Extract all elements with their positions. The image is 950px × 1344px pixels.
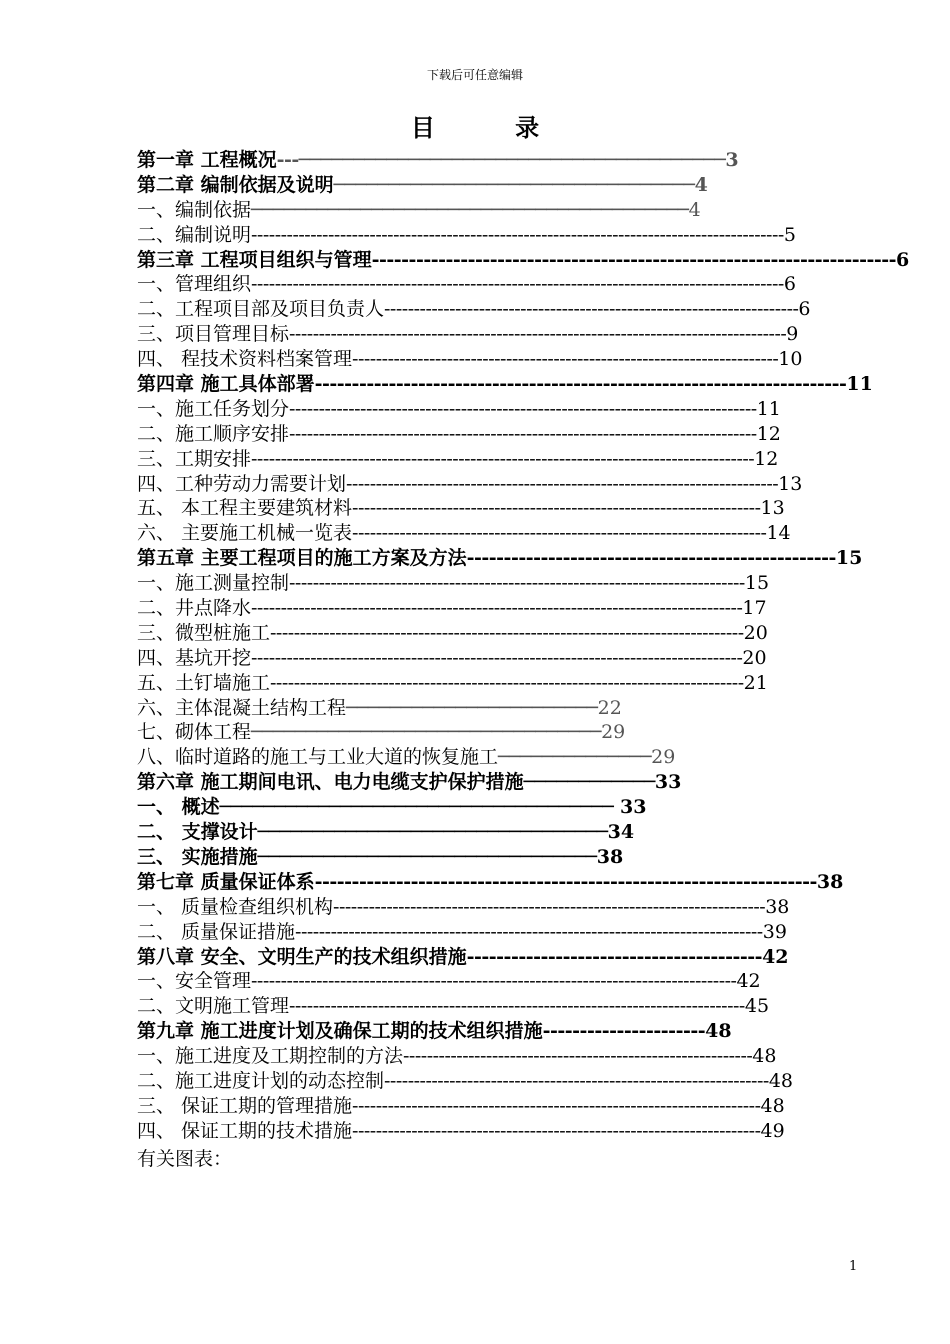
toc-page-number: 38 xyxy=(596,845,624,868)
toc-leader-dashes: -------------------------------------------------------------------- xyxy=(314,870,817,893)
toc-leader-dashes: ----------------------------------------------------------------------------------- xyxy=(251,597,743,620)
toc-page-number: 11 xyxy=(756,397,781,420)
toc-page-number: 14 xyxy=(766,522,791,545)
toc-leader-dashes: ──────────── xyxy=(523,771,655,794)
toc-leader-dashes: ---------------------------------------------------------------------- xyxy=(384,298,799,321)
toc-page-number: 33 xyxy=(654,771,682,794)
toc-page-number: 10 xyxy=(778,348,803,371)
toc-leader-dashes: ──────────────────────────────── xyxy=(257,821,608,844)
toc-page-number: 38 xyxy=(765,895,790,918)
toc-page-number: 12 xyxy=(754,447,779,470)
toc-leader-dashes: --------------------------------------------------------------------- xyxy=(352,1094,761,1117)
toc-section-entry[interactable] xyxy=(137,397,847,422)
toc-entry-title: 一、管理组织 xyxy=(137,273,252,296)
toc-chapter-entry[interactable] xyxy=(137,945,847,970)
toc-section-entry[interactable] xyxy=(137,447,847,472)
toc-leader-dashes: ──────────────────────────────────── xyxy=(219,796,614,819)
toc-section-entry[interactable] xyxy=(137,223,847,248)
toc-section-entry[interactable] xyxy=(137,720,847,745)
toc-page-number: 9 xyxy=(786,323,799,346)
toc-section-entry[interactable] xyxy=(137,571,847,596)
toc-entry-title: 三、 保证工期的管理措施 xyxy=(137,1094,353,1117)
toc-entry-title: 三、 实施措施 xyxy=(137,845,258,868)
toc-section-entry[interactable] xyxy=(137,646,847,671)
toc-entry-title: 二、施工顺序安排 xyxy=(137,422,290,445)
toc-entry-title: 二、 质量保证措施 xyxy=(137,920,296,943)
toc-section-entry[interactable] xyxy=(137,496,847,521)
toc-page-number: 20 xyxy=(743,621,768,644)
toc-page-number: 15 xyxy=(835,547,863,570)
toc-entry-title: 二、 支撑设计 xyxy=(137,821,258,844)
toc-page-number: 4 xyxy=(694,173,708,196)
toc-entry-title: 七、砌体工程 xyxy=(137,721,252,744)
toc-page-number: 34 xyxy=(607,821,635,844)
toc-leader-dashes: ----------------------------------------------------------------------------- xyxy=(289,572,745,595)
toc-page-number: 5 xyxy=(783,223,796,246)
toc-entry-title: 八、临时道路的施工与工业大道的恢复施工 xyxy=(137,746,499,769)
toc-leader-dashes: ---------------------- xyxy=(542,1020,706,1043)
toc-section-entry[interactable] xyxy=(137,994,847,1019)
toc-page-number: 39 xyxy=(762,920,787,943)
toc-leader-dashes: ------------------------------------------------------------------------ xyxy=(352,348,779,371)
toc-entry-title: 第八章 安全、文明生产的技术组织措施 xyxy=(137,945,467,968)
toc-entry-title: 一、安全管理 xyxy=(137,970,252,993)
toc-leader-dashes: ──────────────────────────────────────── xyxy=(251,198,689,221)
toc-page-number: 38 xyxy=(816,870,844,893)
toc-entry-title: 四、工种劳动力需要计划 xyxy=(137,472,347,495)
toc-page-number: 6 xyxy=(783,273,796,296)
toc-section-entry[interactable] xyxy=(137,1119,847,1144)
toc-page-number: 3 xyxy=(725,149,739,171)
toc-leader-dashes: ---─────────────────────────────────────── xyxy=(276,149,726,171)
toc-leader-dashes: ----------------------------------------------------------------------------- xyxy=(289,995,745,1018)
toc-entry-title: 四、 保证工期的技术措施 xyxy=(137,1119,353,1142)
toc-entry-title: 第一章 工程概况 xyxy=(137,149,277,171)
toc-page-number: 11 xyxy=(846,373,873,396)
toc-page-number: 4 xyxy=(688,198,701,221)
toc-leader-dashes: ─────────────────────── xyxy=(346,696,598,719)
toc-entry-title: 二、文明施工管理 xyxy=(137,995,290,1018)
toc-leader-dashes: -------------------------------------------------- xyxy=(466,547,836,570)
toc-leader-dashes: ------------------------------------------------------------------------- xyxy=(333,895,766,918)
toc-page-number: 13 xyxy=(778,472,803,495)
toc-section-entry[interactable] xyxy=(137,621,847,646)
toc-page-number: 21 xyxy=(743,671,768,694)
toc-entry-title: 二、施工进度计划的动态控制 xyxy=(137,1069,385,1092)
toc-page-number: 33 xyxy=(613,796,647,819)
toc-chapter-entry[interactable] xyxy=(137,148,847,173)
toc-leader-dashes: ----------------------------------------------------------------------- xyxy=(371,248,897,271)
toc-section-entry[interactable] xyxy=(137,895,847,920)
toc-leader-dashes: ------------------------------------------------------------------------ xyxy=(314,373,847,396)
toc-entry-title: 三、工期安排 xyxy=(137,447,252,470)
toc-section-entry[interactable] xyxy=(137,297,847,322)
toc-section-entry[interactable] xyxy=(137,422,847,447)
toc-chapter-entry[interactable] xyxy=(137,173,847,198)
table-of-contents xyxy=(137,148,910,1144)
toc-chapter-entry[interactable] xyxy=(137,795,847,820)
toc-entry-title: 六、 主要施工机械一览表 xyxy=(137,522,353,545)
toc-leader-dashes: ───────────────────────────────── xyxy=(333,173,695,196)
toc-entry-title: 三、微型桩施工 xyxy=(137,621,271,644)
toc-page-number: 6 xyxy=(798,298,811,321)
toc-section-entry[interactable] xyxy=(137,521,847,546)
toc-leader-dashes: ----------------------------------------------------------------- xyxy=(384,1069,769,1092)
toc-section-entry[interactable] xyxy=(137,671,847,696)
toc-chapter-entry[interactable] xyxy=(137,845,847,870)
toc-leader-dashes: ----------------------------------------------------------------------------------- xyxy=(251,646,743,669)
toc-leader-dashes: ------------------------------------------------------------------------------- xyxy=(289,397,757,420)
toc-entry-title: 第七章 质量保证体系 xyxy=(137,870,315,893)
toc-entry-title: 三、项目管理目标 xyxy=(137,323,290,346)
toc-section-entry[interactable] xyxy=(137,745,847,770)
toc-leader-dashes: --------------------------------------------------------------------- xyxy=(352,1119,761,1142)
toc-entry-title: 第五章 主要工程项目的施工方案及方法 xyxy=(137,547,467,570)
toc-leader-dashes: -------------------------------------------------------------------------------- xyxy=(270,671,744,694)
toc-chapter-entry[interactable] xyxy=(137,770,847,795)
toc-page-number: 45 xyxy=(744,995,770,1018)
toc-page-number: 48 xyxy=(768,1069,793,1092)
toc-section-entry[interactable] xyxy=(137,272,847,297)
toc-leader-dashes: ----------------------------------------------------------- xyxy=(403,1045,753,1068)
toc-leader-dashes: ------------------------------------------------------------------------------------- xyxy=(251,447,755,470)
toc-entry-title: 第六章 施工期间电讯、电力电缆支护保护措施 xyxy=(137,771,524,794)
header-note: 下载后可任意编辑 xyxy=(426,68,523,82)
toc-page-number: 48 xyxy=(760,1094,785,1117)
toc-leader-dashes: ────────────── xyxy=(498,746,652,769)
toc-page-number: 22 xyxy=(597,696,622,719)
toc-entry-title: 一、编制依据 xyxy=(137,198,252,221)
toc-chapter-entry[interactable] xyxy=(137,546,863,571)
toc-chapter-entry[interactable] xyxy=(137,248,910,273)
toc-entry-title: 一、施工任务划分 xyxy=(137,397,290,420)
toc-section-entry[interactable] xyxy=(137,696,847,721)
toc-section-entry[interactable] xyxy=(137,1094,847,1119)
toc-entry-title: 一、施工测量控制 xyxy=(137,572,290,595)
toc-section-entry[interactable] xyxy=(137,1069,847,1094)
toc-entry-title: 第四章 施工具体部署 xyxy=(137,373,315,396)
toc-page-number: 42 xyxy=(736,970,761,993)
toc-section-entry[interactable] xyxy=(137,347,847,372)
toc-entry-title: 第三章 工程项目组织与管理 xyxy=(137,248,372,271)
toc-page-number: 13 xyxy=(760,497,785,520)
toc-leader-dashes: ------------------------------------------------------------------------------------ xyxy=(289,323,787,346)
toc-leader-dashes: ------------------------------------------------------------------------------- xyxy=(289,422,757,445)
toc-leader-dashes: ---------------------------------------------------------------------------------- xyxy=(251,970,737,993)
toc-page-number: 6 xyxy=(896,248,910,271)
toc-leader-dashes: ------------------------------------------------------------------------------- xyxy=(295,920,763,943)
toc-leader-dashes: ------------------------------------------------------------------------------------------ xyxy=(251,223,784,246)
toc-section-entry[interactable] xyxy=(137,596,847,621)
toc-leader-dashes: ---------------------------------------------------------------------- xyxy=(352,522,767,545)
toc-entry-title: 四、基坑开挖 xyxy=(137,646,252,669)
toc-page-number: 29 xyxy=(601,721,626,744)
page-number: 1 xyxy=(849,1259,858,1274)
toc-leader-dashes: ------------------------------------------------------------------------- xyxy=(346,472,779,495)
toc-page-number: 17 xyxy=(742,597,767,620)
toc-section-entry[interactable] xyxy=(137,920,847,945)
toc-entry-title: 四、 程技术资料档案管理 xyxy=(137,348,353,371)
page-title: 目 录 xyxy=(410,113,576,142)
toc-section-entry[interactable] xyxy=(137,322,847,347)
toc-chapter-entry[interactable] xyxy=(137,870,847,895)
toc-page-number: 48 xyxy=(705,1020,732,1043)
toc-chapter-entry[interactable] xyxy=(137,1019,847,1044)
toc-entry-title: 二、工程项目部及项目负责人 xyxy=(137,298,385,321)
toc-entry-title: 五、 本工程主要建筑材料 xyxy=(137,497,353,520)
toc-section-entry[interactable] xyxy=(137,1044,847,1069)
toc-page-number: 20 xyxy=(742,646,767,669)
toc-leader-dashes: ──────────────────────────────── xyxy=(251,721,602,744)
toc-entry-title: 一、 概述 xyxy=(137,796,220,819)
toc-page-number: 49 xyxy=(760,1119,785,1142)
toc-chapter-entry[interactable] xyxy=(137,372,873,397)
toc-chapter-entry[interactable] xyxy=(137,820,847,845)
toc-leader-dashes: --------------------------------------------------------------------- xyxy=(352,497,761,520)
toc-section-entry[interactable] xyxy=(137,969,847,994)
toc-page-number: 48 xyxy=(752,1045,777,1068)
toc-page-number: 12 xyxy=(756,422,781,445)
toc-entry-title: 二、编制说明 xyxy=(137,223,252,246)
toc-entry-title: 一、施工进度及工期控制的方法 xyxy=(137,1045,404,1068)
toc-entry-title: 第九章 施工进度计划及确保工期的技术组织措施 xyxy=(137,1020,543,1043)
toc-section-entry[interactable] xyxy=(137,198,847,223)
toc-leader-dashes: -------------------------------------------------------------------------------- xyxy=(270,621,744,644)
toc-entry-title: 二、井点降水 xyxy=(137,597,252,620)
figures-label: 有关图表： xyxy=(137,1148,233,1170)
toc-leader-dashes: ------------------------------------------------------------------------------------------ xyxy=(251,273,784,296)
toc-entry-title: 一、 质量检查组织机构 xyxy=(137,895,334,918)
toc-entry-title: 第二章 编制依据及说明 xyxy=(137,173,334,196)
toc-section-entry[interactable] xyxy=(137,472,847,497)
toc-entry-title: 六、主体混凝土结构工程 xyxy=(137,696,347,719)
toc-leader-dashes: ---------------------------------------- xyxy=(466,945,763,968)
toc-page-number: 42 xyxy=(762,945,789,968)
toc-entry-title: 五、土钉墙施工 xyxy=(137,671,271,694)
toc-page-number: 15 xyxy=(744,572,770,595)
toc-leader-dashes: ─────────────────────────────── xyxy=(257,845,597,868)
toc-page-number: 29 xyxy=(651,746,676,769)
